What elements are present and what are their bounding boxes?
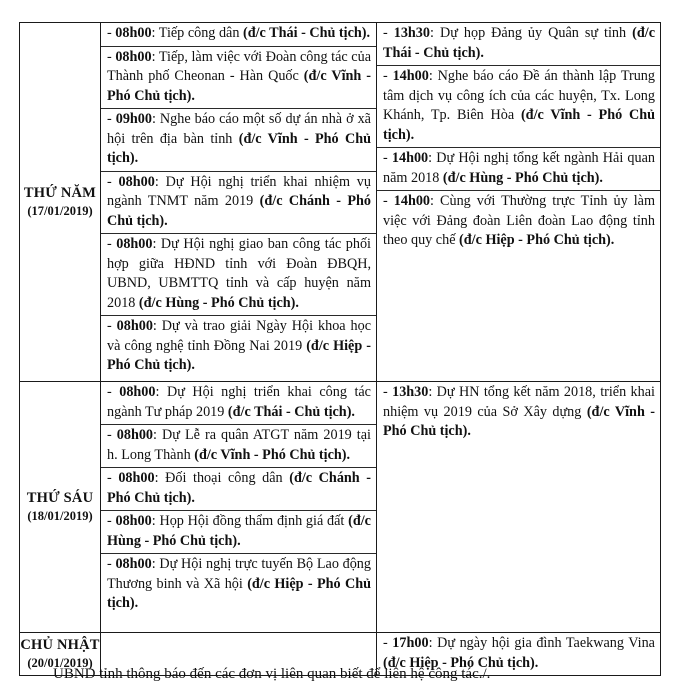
entry-time: 14h00 <box>392 68 429 84</box>
entry-assignee: (đ/c Hiệp - Phó Chủ tịch). <box>107 575 372 611</box>
entry-text: Họp Hội đồng thẩm định giá đất <box>159 513 345 529</box>
entry-assignee: (đ/c Thái - Chủ tịch). <box>383 25 655 61</box>
entry-text: Dự HN tổng kết năm 2018, triển khai nhiệm vụ 2019 của Sở Xây dựng <box>383 384 655 420</box>
entry-text: Tiếp công dân <box>158 25 240 41</box>
schedule-entry: - 08h00: Tiếp công dân (đ/c Thái - Chủ tịch). <box>101 23 376 47</box>
morning-cell <box>101 23 377 382</box>
entry-text: Đối thoại công dân <box>165 470 283 486</box>
schedule-entry: - 08h00: Dự Hội nghị trực tuyến Bộ Lao động Thương binh và Xã hội (đ/c Hiệp - Phó Chủ tịch). <box>107 556 372 611</box>
entry-time: 08h00 <box>116 236 153 252</box>
entry-time: 09h00 <box>115 111 152 127</box>
entry-assignee: (đ/c Hùng - Phó Chủ tịch). <box>107 513 371 549</box>
entry-assignee: (đ/c Hùng - Phó Chủ tịch). <box>138 294 299 311</box>
entry-time: 14h00 <box>391 150 429 166</box>
weekly-schedule-table <box>19 22 661 676</box>
entry-time: 08h00 <box>118 470 155 486</box>
schedule-entry: - 14h00: Dự Hội nghị tổng kết ngành Hải quan năm 2018 (đ/c Hùng - Phó Chủ tịch). <box>377 148 660 191</box>
day-name: THỨ SÁU <box>26 490 94 506</box>
entry-assignee: (đ/c Chánh - Phó Chủ tịch). <box>107 193 371 229</box>
entry-assignee: (đ/c Vĩnh - Phó Chủ tịch). <box>107 130 371 166</box>
entry-assignee: (đ/c Thái - Chủ tịch). <box>227 403 355 420</box>
entry-text: Tiếp, làm việc với Đoàn công tác của Thành phố Cheonan - Hàn Quốc <box>107 48 371 84</box>
schedule-entry: - 08h00: Tiếp, làm việc với Đoàn công tác của Thành phố Cheonan - Hàn Quốc (đ/c Vĩnh - Phó Chủ tịch). <box>101 47 376 110</box>
schedule-entry: - 14h00: Cùng với Thường trực Tỉnh ủy làm việc với Đảng đoàn Liên đoàn Lao động tỉnh theo quy chế (đ/c Hiệp - Phó Chủ tịch). <box>383 193 655 248</box>
entry-text: Dự Hội nghị giao ban công tác phối hợp giữa HĐND tỉnh với Đoàn ĐBQH, UBND, UBMTTQ tỉnh và cấp huyện năm 2018 <box>107 236 371 311</box>
entry-time: 08h00 <box>115 48 152 65</box>
entry-assignee: (đ/c Hiệp - Phó Chủ tịch). <box>383 654 539 671</box>
schedule-entry: - 08h00: Đối thoại công dân (đ/c Chánh - Phó Chủ tịch). <box>101 468 376 511</box>
entry-time: 08h00 <box>115 513 152 529</box>
entry-assignee: (đ/c Hiệp - Phó Chủ tịch). <box>459 232 615 248</box>
entry-text: Nghe báo cáo một số dự án nhà ở xã hội trên địa bàn tỉnh <box>107 111 371 147</box>
afternoon-cell <box>377 382 661 633</box>
day-cell <box>20 23 101 382</box>
entry-time: 08h00 <box>115 556 152 572</box>
day-name: CHỦ NHẬT <box>20 637 100 653</box>
entry-assignee: (đ/c Thái - Chủ tịch). <box>243 25 371 41</box>
schedule-row <box>20 23 661 382</box>
schedule-entry: - 08h00: Dự Hội nghị triển khai công tác ngành Tư pháp 2019 (đ/c Thái - Chủ tịch). <box>101 382 376 425</box>
entry-assignee: (đ/c Hùng - Phó Chủ tịch). <box>442 169 603 186</box>
entry-assignee: (đ/c Hiệp - Phó Chủ tịch). <box>107 337 371 373</box>
entry-assignee: (đ/c Chánh - Phó Chủ tịch). <box>107 470 372 506</box>
day-date: (17/01/2019) <box>27 204 93 218</box>
entry-time: 13h30 <box>393 25 430 41</box>
entry-time: 14h00 <box>393 193 431 209</box>
schedule-entry: - 14h00: Nghe báo cáo Đề án thành lập Trung tâm dịch vụ công ích của các huyện, Tx. Long Khánh, Tp. Biên Hòa (đ/c Vĩnh - Phó Chủ tịch). <box>377 66 660 148</box>
entry-assignee: (đ/c Vĩnh - Phó Chủ tịch). <box>107 68 371 104</box>
entry-time: 17h00 <box>392 635 429 651</box>
entry-time: 08h00 <box>118 173 155 190</box>
day-name: THỨ NĂM <box>23 185 97 201</box>
entry-text: Dự họp Đảng ủy Quân sự tỉnh <box>439 25 627 41</box>
entry-text: Dự ngày hội gia đình Taekwang Vina <box>437 635 655 651</box>
day-date: (20/01/2019) <box>27 656 93 670</box>
entry-text: Dự Hội nghị triển khai công tác ngành Tư pháp 2019 <box>107 384 371 420</box>
schedule-row <box>20 382 661 633</box>
schedule-entry: - 13h30: Dự họp Đảng ủy Quân sự tỉnh (đ/c Thái - Chủ tịch). <box>377 23 660 66</box>
entry-time: 08h00 <box>116 427 154 443</box>
schedule-entry: - 08h00: Dự Hội nghị triển khai nhiệm vụ ngành TNMT năm 2019 (đ/c Chánh - Phó Chủ tịch). <box>101 172 376 235</box>
day-cell <box>20 382 101 633</box>
footer-note: UBND tỉnh thông báo đến các đơn vị liên quan biết để liên hệ công tác./. <box>53 666 491 682</box>
schedule-entry: - 09h00: Nghe báo cáo một số dự án nhà ở xã hội trên địa bàn tỉnh (đ/c Vĩnh - Phó Chủ tịch). <box>101 109 376 172</box>
schedule-body <box>20 23 661 676</box>
schedule-entry: - 08h00: Dự Hội nghị giao ban công tác phối hợp giữa HĐND tỉnh với Đoàn ĐBQH, UBND, UBMTTQ tỉnh và cấp huyện năm 2018 (đ/c Hùng - Phó Chủ tịch). <box>101 234 376 316</box>
schedule-entry: - 08h00: Dự Lễ ra quân ATGT năm 2019 tại h. Long Thành (đ/c Vĩnh - Phó Chủ tịch). <box>101 425 376 468</box>
schedule-entry: - 13h30: Dự HN tổng kết năm 2018, triển khai nhiệm vụ 2019 của Sở Xây dựng (đ/c Vĩnh - Phó Chủ tịch). <box>383 384 656 439</box>
entry-text: Dự Hội nghị tổng kết ngành Hải quan năm 2018 <box>383 150 655 186</box>
entry-time: 13h30 <box>392 384 429 400</box>
afternoon-cell <box>377 23 661 382</box>
entry-time: 08h00 <box>116 318 153 334</box>
entry-text: Dự Hội nghị trực tuyến Bộ Lao động Thương binh và Xã hội <box>107 556 371 592</box>
entry-text: Nghe báo cáo Đề án thành lập Trung tâm dịch vụ công ích của các huyện, Tx. Long Khánh, Tp. Biên Hòa <box>383 68 655 123</box>
entry-text: Dự Lễ ra quân ATGT năm 2019 tại h. Long Thành <box>107 427 371 463</box>
entry-time: 08h00 <box>115 25 152 41</box>
schedule-entry: - 08h00: Dự và trao giải Ngày Hội khoa học và công nghệ tỉnh Đồng Nai 2019 (đ/c Hiệp - Phó Chủ tịch). <box>107 318 371 373</box>
entry-assignee: (đ/c Vĩnh - Phó Chủ tịch). <box>194 446 351 463</box>
entry-time: 08h00 <box>119 384 156 400</box>
entry-text: Dự Hội nghị triển khai nhiệm vụ ngành TNMT năm 2019 <box>107 173 371 209</box>
day-date: (18/01/2019) <box>27 509 93 523</box>
entry-text: Cùng với Thường trực Tỉnh ủy làm việc với Đảng đoàn Liên đoàn Lao động tỉnh theo quy chế <box>383 193 655 248</box>
entry-assignee: (đ/c Vĩnh - Phó Chủ tịch). <box>383 107 656 143</box>
schedule-entry: - 17h00: Dự ngày hội gia đình Taekwang Vina (đ/c Hiệp - Phó Chủ tịch). <box>383 635 655 671</box>
entry-text: Dự và trao giải Ngày Hội khoa học và công nghệ tỉnh Đồng Nai 2019 <box>107 318 371 354</box>
morning-cell <box>101 382 377 633</box>
entry-assignee: (đ/c Vĩnh - Phó Chủ tịch). <box>383 403 656 439</box>
schedule-entry: - 08h00: Họp Hội đồng thẩm định giá đất (đ/c Hùng - Phó Chủ tịch). <box>101 511 376 554</box>
